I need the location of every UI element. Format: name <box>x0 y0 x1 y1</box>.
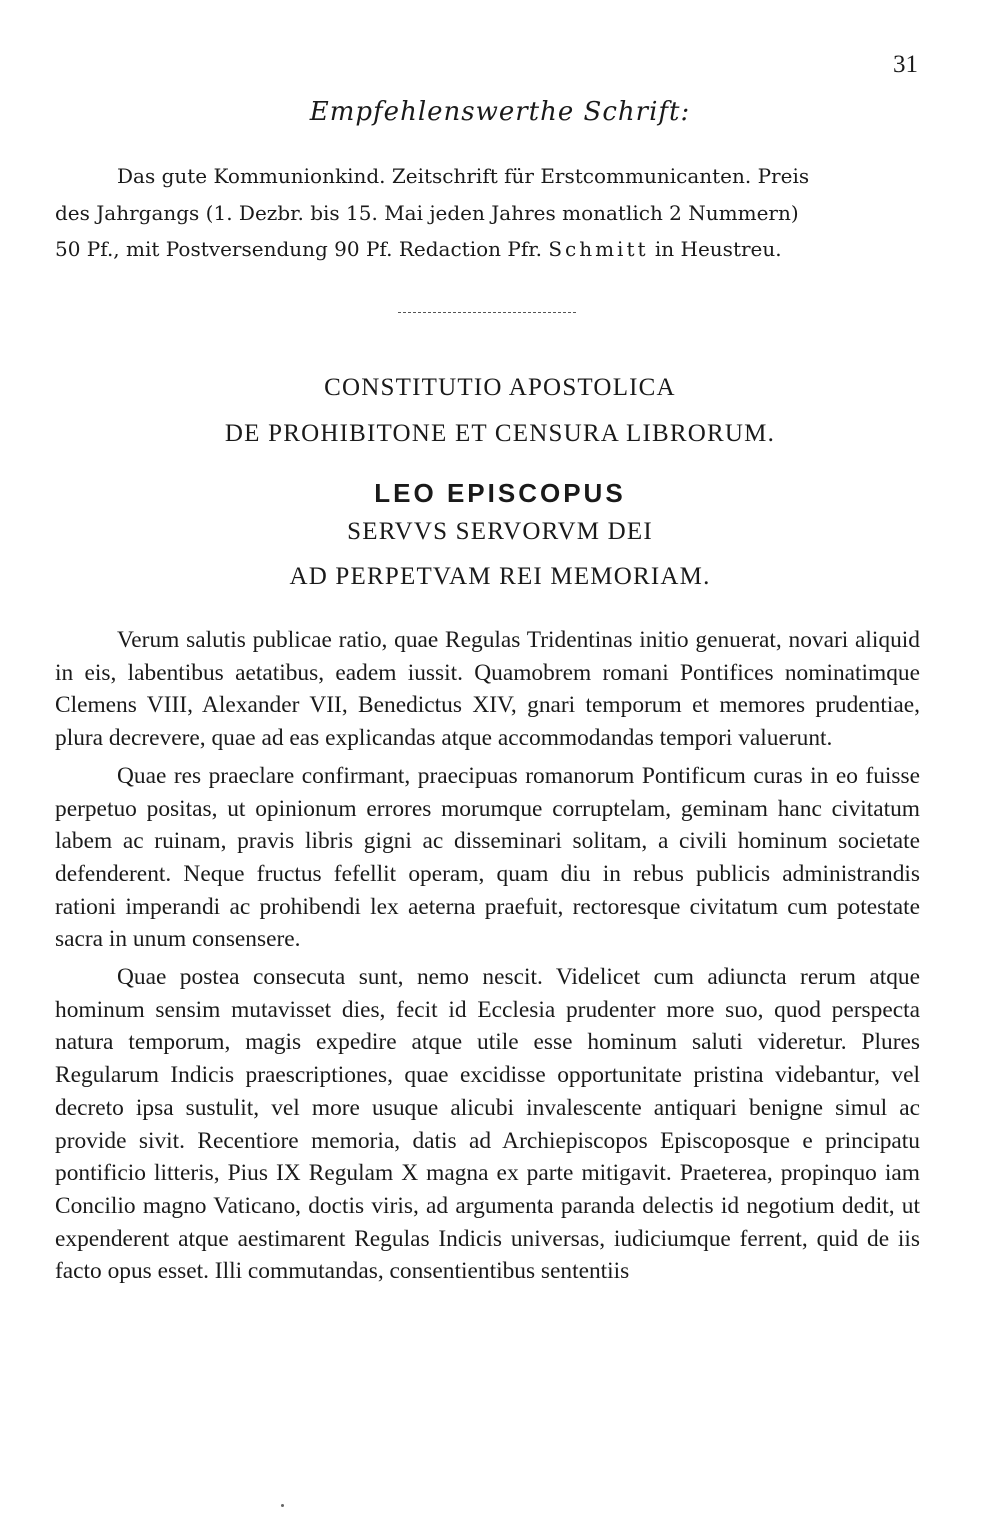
paragraph: Verum salutis publicae ratio, quae Regulas Tridentinas initio genuerat, novari aliquid in eis, labentibus aetatibus, eadem iussit. Quamobrem romani Pontifices nominatimque Clemens VIII, Alexander VII, Benedictus XIV, gnari temporum et memores prudentiae, plura decrevere, quae ad eas explicandas atque accommodandas tempori valuerunt. <box>55 627 920 752</box>
recommendation-line-3-suffix: in Heustreu. <box>654 237 782 261</box>
author-name: LEO EPISCOPUS <box>374 478 626 508</box>
dedication-line: AD PERPETVAM REI MEMORIAM. <box>289 563 711 590</box>
recommendation-line-1: Das gute Kommunionkind. Zeitschrift für Erstcommunicanten. Preis <box>117 164 810 188</box>
constitution-title: CONSTITUTIO APOSTOLICA <box>324 374 676 401</box>
author-title: SERVVS SERVORVM DEI <box>347 518 653 545</box>
constitution-subtitle: DE PROHIBITONE ET CENSURA LIBRORUM. <box>224 420 776 447</box>
recommendation-line-2: des Jahrgangs (1. Dezbr. bis 15. Mai jeden Jahres monatlich 2 Nummern) <box>55 200 799 225</box>
page-number: 31 <box>893 51 918 78</box>
paragraph: Quae postea consecuta sunt, nemo nescit. Videlicet cum adiuncta rerum atque hominum sensim mutavisset dies, fecit id Ecclesia prudenter more suo, quod perspecta natura temporum, magis expedire atque utile esse hominum saluti videretur. Plures Regularum Indicis praescriptiones, quae excidisse opportunitate pristina videbantur, vel decreto ipsa sustulit, vel more usuque alicubi invalescente antiquari benigne simul ac provide sivit. Recentiore memoria, datis ad Archiepiscopos Episcoposque e principatu pontificio litteris, Pius IX Regulam X magna ex parte mitigavit. Praeterea, propinquo iam Concilio magno Vaticano, doctis viris, ad argumenta paranda delectis id negotium dedit, ut expenderent atque aestimarent Regulas Indicis universas, iudiciumque ferrent, quid de iis facto opus esset. Illi commutandas, consentientibus sententiis <box>55 964 920 1285</box>
paragraph: Quae res praeclare confirmant, praecipuas romanorum Pontificum curas in eo fuisse perpetuo positas, ut opinionum errores morumque corruptelam, geminam hanc civitatum labem ac ruinam, pravis libris gigni ac disseminari solitam, a civili hominum societate defenderent. Neque fructus fefellit operam, quam diu in rebus publicis administrandis rationi imperandi ac prohibendi lex aeterna praefuit, rectoresque civitatum cum potestate sacra in unum consensere. <box>55 762 920 953</box>
section-divider <box>398 312 576 313</box>
recommendation-title: Empfehlenswerthe Schrift: <box>309 97 691 127</box>
recommendation-text <box>55 158 920 268</box>
editor-name: Schmitt <box>548 237 649 261</box>
print-speck <box>281 1504 284 1507</box>
recommendation-line-3-prefix: 50 Pf., mit Postversendung 90 Pf. Redaction Pfr. <box>55 237 542 261</box>
body-text <box>55 624 920 1293</box>
